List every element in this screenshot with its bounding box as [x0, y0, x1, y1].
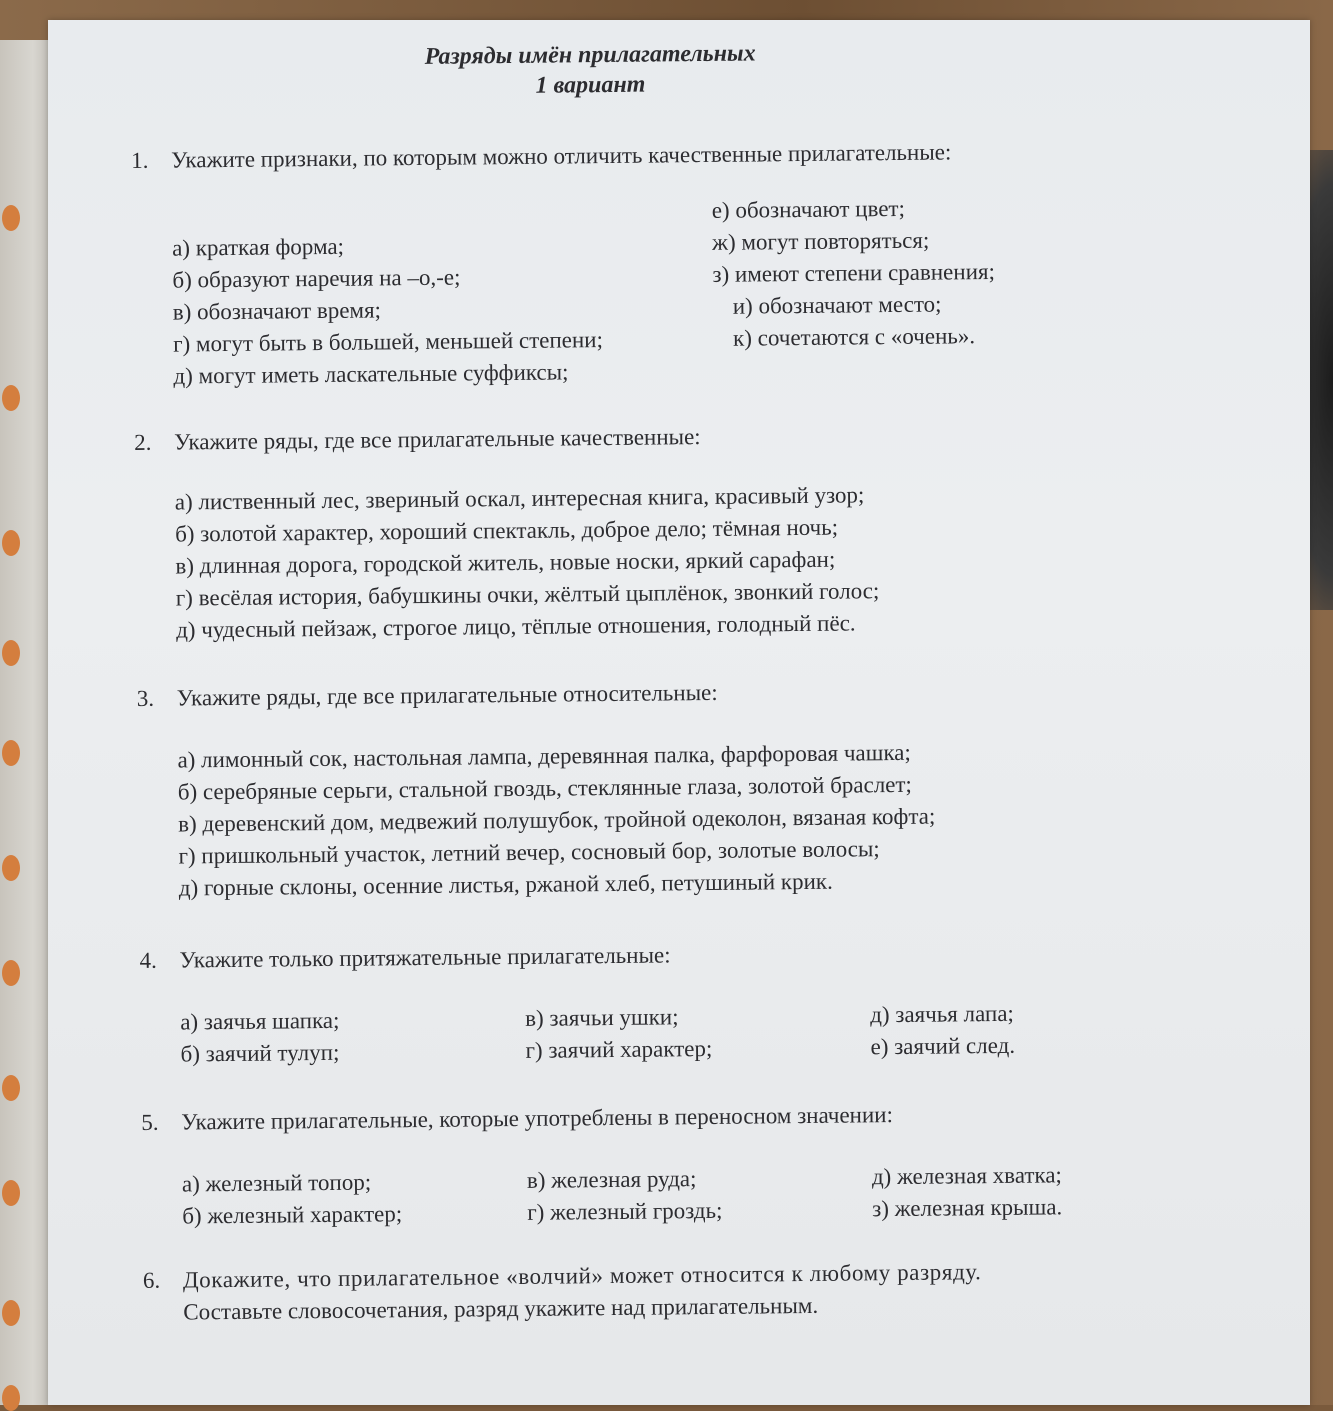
- punch-hole: [2, 960, 20, 986]
- option: ж) могут повторяться;: [711, 227, 930, 255]
- punch-hole: [2, 1300, 20, 1326]
- question-3: [137, 672, 1219, 905]
- punch-hole: [2, 530, 20, 556]
- option: г) весёлая история, бабушкины очки, жёлтый цыплёнок, звонкий голос;: [175, 578, 880, 611]
- title-line-2: 1 вариант: [535, 71, 646, 99]
- option: д) железная хватка;: [871, 1162, 1062, 1190]
- option: в) обозначают время;: [172, 297, 382, 325]
- punch-hole: [2, 1180, 20, 1206]
- option: б) золотой характер, хороший спектакль, доброе дело; тёмная ночь;: [174, 514, 839, 547]
- punch-hole: [2, 740, 20, 766]
- question-number: 5.: [141, 1109, 159, 1135]
- question-number: 1.: [131, 147, 149, 173]
- option: в) длинная дорога, городской житель, новые носки, яркий сарафан;: [175, 546, 836, 579]
- option: д) могут иметь ласкательные суффиксы;: [173, 359, 569, 389]
- question-text: Докажите, что прилагательное «волчий» может относится к любому разряду.: [182, 1259, 982, 1293]
- question-4: [139, 934, 1220, 1071]
- option: г) могут быть в большей, меньшей степени;: [173, 327, 604, 357]
- option: е) обозначают цвет;: [711, 195, 906, 223]
- option: б) серебряные серьги, стальной гвоздь, стеклянные глаза, золотой браслет;: [177, 771, 913, 805]
- question-text: Укажите прилагательные, которые употреблены в переносном значении:: [181, 1102, 894, 1135]
- question-1: [131, 134, 1214, 393]
- option: д) горные склоны, осенние листья, ржаной хлеб, петушиный крик.: [178, 868, 833, 901]
- question-text: Укажите только притяжательные прилагательные:: [179, 942, 671, 973]
- question-number: 6.: [142, 1267, 161, 1293]
- option: д) чудесный пейзаж, строгое лицо, тёплые отношения, голодный пёс.: [175, 610, 856, 643]
- question-5: [141, 1096, 1222, 1233]
- option: д) заячья лапа;: [870, 1000, 1014, 1028]
- punch-hole: [2, 1385, 20, 1411]
- option: в) заячьи ушки;: [525, 1004, 679, 1031]
- option: а) краткая форма;: [171, 233, 345, 261]
- option: а) заячья шапка;: [180, 1007, 340, 1035]
- question-number: 3.: [136, 685, 155, 711]
- punch-hole: [2, 855, 20, 881]
- worksheet-content: [130, 34, 1223, 1329]
- option: б) железный характер;: [182, 1201, 403, 1229]
- punch-hole: [2, 385, 20, 411]
- option: а) лимонный сок, настольная лампа, деревянная палка, фарфоровая чашка;: [177, 739, 911, 773]
- option: б) заячий тулуп;: [180, 1039, 340, 1067]
- option: е) заячий след.: [870, 1032, 1016, 1060]
- punch-hole: [2, 640, 20, 666]
- option: к) сочетаются с «очень».: [732, 323, 976, 351]
- question-number: 4.: [139, 947, 157, 973]
- question-2: [134, 416, 1216, 647]
- worksheet-title: [170, 37, 871, 104]
- question-6: [143, 1254, 1224, 1329]
- punch-hole: [2, 1075, 20, 1101]
- question-text: Укажите ряды, где все прилагательные относительные:: [176, 679, 718, 711]
- option: в) деревенский дом, медвежий полушубок, тройной одеколон, вязаная кофта;: [178, 803, 936, 837]
- punch-hole: [2, 205, 20, 231]
- title-line-1: Разряды имён прилагательных: [424, 40, 756, 70]
- option: б) образуют наречия на –о,-е;: [172, 264, 461, 293]
- question-text: Укажите ряды, где все прилагательные качественные:: [174, 424, 701, 455]
- option: г) пришкольный участок, летний вечер, сосновый бор, золотые волосы;: [178, 836, 880, 869]
- option: а) лиственный лес, звериный оскал, интересная книга, красивый узор;: [174, 482, 865, 515]
- question-text: Составьте словосочетания, разряд укажите над прилагательным.: [183, 1292, 819, 1325]
- question-number: 2.: [134, 429, 152, 455]
- option: а) железный топор;: [181, 1169, 372, 1197]
- option: г) железный гроздь;: [527, 1197, 723, 1225]
- question-text: Укажите признаки, по которым можно отличить качественные прилагательные:: [171, 139, 952, 173]
- option: и) обозначают место;: [732, 291, 942, 319]
- option: з) имеют степени сравнения;: [712, 258, 996, 287]
- option: в) железная руда;: [526, 1166, 697, 1193]
- option: г) заячий характер;: [525, 1035, 713, 1063]
- option: з) железная крыша.: [872, 1194, 1063, 1222]
